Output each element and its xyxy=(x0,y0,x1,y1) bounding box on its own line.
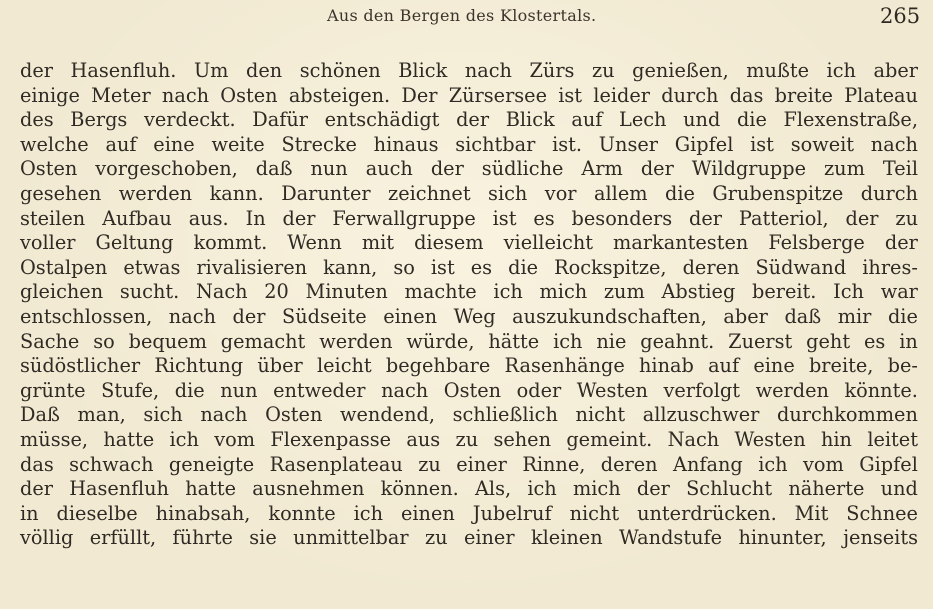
text-line xyxy=(20,256,918,281)
word: nach xyxy=(200,403,248,427)
word: Grubenspitze xyxy=(712,181,844,205)
word: und xyxy=(683,108,721,132)
word: konnte xyxy=(268,501,336,525)
word: Gipfel xyxy=(674,132,734,156)
word: Gipfel xyxy=(859,452,918,476)
word: aus. xyxy=(188,206,229,230)
word: aber xyxy=(873,59,918,82)
word: Strecke xyxy=(281,132,357,156)
word: der xyxy=(20,59,53,82)
text-line xyxy=(20,453,918,478)
word: deren xyxy=(600,452,658,476)
word: hinabsah, xyxy=(155,501,251,525)
word: Als, xyxy=(474,477,512,501)
word: der xyxy=(456,108,490,132)
word: Wildgruppe xyxy=(691,157,807,181)
text-line xyxy=(20,207,918,232)
word: Patteriol, xyxy=(738,206,829,230)
word: der xyxy=(688,206,722,230)
word: zu xyxy=(418,452,441,476)
word: leitet xyxy=(867,427,918,451)
text-line xyxy=(20,182,918,207)
word: sie xyxy=(249,526,277,550)
word: die xyxy=(508,255,539,279)
word: können. xyxy=(380,477,459,501)
word: völlig xyxy=(20,526,74,550)
word: näherte xyxy=(788,477,865,501)
word: hatte xyxy=(185,477,237,501)
word: Schnee xyxy=(846,501,918,525)
text-line xyxy=(20,502,918,527)
word: daß xyxy=(784,304,822,328)
word: entschädigt xyxy=(324,108,440,132)
word: den xyxy=(246,59,283,82)
word: breite, xyxy=(808,354,874,378)
word: jenseits xyxy=(843,526,918,550)
word: die xyxy=(174,378,205,402)
word: kleinen xyxy=(530,526,603,550)
word: gemacht xyxy=(220,329,306,353)
word: Wandstufe xyxy=(619,526,723,550)
word: Daß xyxy=(20,403,60,427)
word: zu xyxy=(591,59,615,82)
word: zum xyxy=(824,157,865,181)
word: nun xyxy=(310,157,348,181)
word: vor xyxy=(544,181,577,205)
word: man, xyxy=(77,403,126,427)
word: der xyxy=(282,206,316,230)
word: nicht xyxy=(575,403,626,427)
word: würde, xyxy=(406,329,475,353)
word: Rasenplateau xyxy=(269,452,403,476)
word: hätte xyxy=(488,329,540,353)
text-line xyxy=(20,305,918,330)
word: Rockspitze, xyxy=(554,255,667,279)
word: durchkommen xyxy=(777,403,918,427)
word: mich xyxy=(572,477,621,501)
word: einen xyxy=(383,304,438,328)
word: einige xyxy=(20,83,80,107)
word: aus xyxy=(406,427,441,451)
word: schwach xyxy=(69,452,154,476)
word: Südseite xyxy=(282,304,367,328)
word: weite xyxy=(211,132,265,156)
word: die xyxy=(664,181,695,205)
word: Arm xyxy=(581,157,623,181)
word: kann. xyxy=(209,181,264,205)
word: allzuschwer xyxy=(642,403,760,427)
word: ist xyxy=(750,132,774,156)
word: dieselbe xyxy=(56,501,138,525)
word: nie xyxy=(596,329,627,353)
word: nach xyxy=(381,378,429,402)
word: hinab xyxy=(639,354,694,378)
word: geneigte xyxy=(168,452,255,476)
word: ich xyxy=(758,452,788,476)
word: geahnt. xyxy=(640,329,715,353)
word: vielleicht xyxy=(503,231,593,255)
word: besonders xyxy=(571,206,673,230)
word: könnte. xyxy=(844,378,918,402)
word: Minuten xyxy=(305,280,388,304)
word: aber xyxy=(723,304,768,328)
word: Geltung xyxy=(95,231,174,255)
text-line xyxy=(20,133,918,158)
word: etwas xyxy=(123,255,181,279)
word: voller xyxy=(20,231,76,255)
word: es xyxy=(533,206,555,230)
word: Sache xyxy=(20,329,80,353)
word: Osten xyxy=(265,403,323,427)
word: südöstlicher xyxy=(20,354,141,378)
word: Nach xyxy=(195,280,248,304)
word: durch xyxy=(860,181,918,205)
word: sichtbar xyxy=(455,132,536,156)
text-line xyxy=(20,330,918,355)
word: einer xyxy=(463,526,515,550)
word: einer xyxy=(456,452,507,476)
word: Zuerst xyxy=(728,329,793,353)
word: Felsberge xyxy=(768,231,865,255)
word: einen xyxy=(400,501,455,525)
word: Blick xyxy=(505,108,555,132)
word: die xyxy=(887,304,918,328)
word: Dafür xyxy=(252,108,308,132)
word: zu xyxy=(455,427,479,451)
word: steilen xyxy=(20,206,86,230)
word: absteigen. xyxy=(288,83,391,107)
word: Zürsersee xyxy=(448,83,548,107)
word: In xyxy=(245,206,266,230)
word: leider xyxy=(593,83,651,107)
word: Jubelruf xyxy=(472,501,552,525)
word: Aufbau xyxy=(102,206,172,230)
word: so xyxy=(393,255,415,279)
word: die xyxy=(736,108,767,132)
word: allem xyxy=(593,181,648,205)
word: Westen xyxy=(576,378,648,402)
word: Lech xyxy=(619,108,667,132)
word: so xyxy=(93,329,115,353)
word: auf xyxy=(571,108,603,132)
body-text xyxy=(20,59,918,551)
word: Nach xyxy=(667,427,720,451)
word: markantesten xyxy=(613,231,749,255)
word: grünte xyxy=(20,378,86,402)
word: bequem xyxy=(128,329,207,353)
word: nun xyxy=(220,378,258,402)
word: hin xyxy=(820,427,852,451)
word: gleichen xyxy=(20,280,104,304)
text-line xyxy=(20,84,918,109)
word: sucht. xyxy=(119,280,180,304)
word: über xyxy=(257,354,303,378)
word: führte xyxy=(172,526,233,550)
word: gesehen xyxy=(20,181,102,205)
word: Stufe, xyxy=(101,378,160,402)
word: sich xyxy=(488,181,528,205)
word: zum xyxy=(603,280,645,304)
text-line xyxy=(20,379,918,404)
word: Rinne, xyxy=(522,452,586,476)
word: Flexenstraße, xyxy=(783,108,918,132)
word: Flexenpasse xyxy=(270,427,392,451)
word: ich xyxy=(493,280,523,304)
word: der xyxy=(232,304,266,328)
word: der xyxy=(884,231,918,255)
word: ist xyxy=(492,206,517,230)
word: mußte xyxy=(746,59,809,82)
word: Blick xyxy=(398,59,448,82)
word: mit xyxy=(361,231,395,255)
running-head-title: Aus den Bergen des Klostertals. xyxy=(327,6,597,25)
word: Schlucht xyxy=(686,477,773,501)
word: Wenn xyxy=(287,231,342,255)
word: unmittelbar xyxy=(293,526,409,550)
word: ich xyxy=(826,59,856,82)
word: verfolgt xyxy=(663,378,741,402)
word: zeichnet xyxy=(388,181,471,205)
word: verdeckt. xyxy=(143,108,236,132)
word: werden xyxy=(319,329,393,353)
word: daß xyxy=(255,157,293,181)
word: entweder xyxy=(273,378,366,402)
word: Richtung xyxy=(154,354,244,378)
word: in xyxy=(899,329,918,353)
word: ich xyxy=(553,329,583,353)
text-line xyxy=(20,526,918,551)
word: Zürs xyxy=(529,59,575,82)
word: kommt. xyxy=(193,231,268,255)
word: Plateau xyxy=(844,83,918,107)
word: schließlich xyxy=(452,403,558,427)
word: vorgeschoben, xyxy=(95,157,238,181)
word: ich xyxy=(353,501,384,525)
word: soweit xyxy=(790,132,855,156)
word: hatte xyxy=(103,427,155,451)
word: Darunter xyxy=(281,181,371,205)
text-line xyxy=(20,108,918,133)
word: schönen xyxy=(299,59,381,82)
word: wendend, xyxy=(340,403,435,427)
word: rivalisieren xyxy=(196,255,308,279)
word: ist. xyxy=(552,132,583,156)
word: auch xyxy=(365,157,413,181)
word: entschlossen, xyxy=(20,304,153,328)
word: Um xyxy=(193,59,229,82)
word: der xyxy=(845,206,879,230)
word: be- xyxy=(887,354,918,378)
word: diesem xyxy=(414,231,484,255)
word: bereit. xyxy=(752,280,817,304)
word: Osten xyxy=(20,157,78,181)
word: nach xyxy=(870,132,918,156)
word: Rasenhänge xyxy=(504,354,625,378)
word: mich xyxy=(539,280,588,304)
text-line xyxy=(20,59,918,84)
word: zu xyxy=(895,206,918,230)
word: Abstieg xyxy=(661,280,736,304)
word: Der xyxy=(401,83,438,107)
word: der xyxy=(636,477,670,501)
word: Unser xyxy=(598,132,658,156)
text-line xyxy=(20,428,918,453)
word: leicht xyxy=(316,354,372,378)
word: Hasenfluh xyxy=(69,477,169,501)
word: müsse, xyxy=(20,427,89,451)
word: mir xyxy=(837,304,872,328)
word: Ostalpen xyxy=(20,255,108,279)
word: Südwand xyxy=(755,255,847,279)
word: werden xyxy=(118,181,193,205)
word: 20 xyxy=(264,280,289,304)
word: eine xyxy=(753,354,795,378)
word: nach xyxy=(161,83,210,107)
word: nicht xyxy=(569,501,620,525)
word: der xyxy=(430,157,464,181)
word: sich xyxy=(143,403,183,427)
word: es xyxy=(864,329,886,353)
word: welche xyxy=(20,132,89,156)
word: das xyxy=(20,452,54,476)
word: Weg xyxy=(453,304,496,328)
text-line xyxy=(20,280,918,305)
word: Mit xyxy=(794,501,829,525)
word: ist xyxy=(430,255,455,279)
word: auszukundschaften, xyxy=(512,304,707,328)
word: ist xyxy=(558,83,583,107)
word: in xyxy=(20,501,39,525)
word: Teil xyxy=(882,157,918,181)
word: kann, xyxy=(323,255,378,279)
text-line xyxy=(20,477,918,502)
word: durch xyxy=(661,83,719,107)
word: deren xyxy=(682,255,740,279)
word: hinunter, xyxy=(738,526,827,550)
word: hinaus xyxy=(373,132,439,156)
word: Hasenfluh. xyxy=(70,59,177,82)
word: gemeint. xyxy=(566,427,653,451)
word: geht xyxy=(806,329,851,353)
word: Ich xyxy=(833,280,864,304)
word: der xyxy=(20,477,53,501)
word: und xyxy=(880,477,918,501)
word: Westen xyxy=(734,427,806,451)
word: zu xyxy=(424,526,448,550)
word: Osten xyxy=(220,83,278,107)
text-line xyxy=(20,403,918,428)
word: Osten xyxy=(443,378,502,402)
word: genießen, xyxy=(632,59,729,82)
word: Ferwallgruppe xyxy=(332,206,476,230)
word: es xyxy=(470,255,493,279)
word: oder xyxy=(516,378,562,402)
word: nach xyxy=(168,304,216,328)
word: südliche xyxy=(481,157,564,181)
word: das xyxy=(729,83,764,107)
text-line xyxy=(20,157,918,182)
word: ihres- xyxy=(862,255,918,279)
word: breite xyxy=(774,83,833,107)
word: vom xyxy=(803,452,844,476)
word: ich xyxy=(527,477,557,501)
word: Anfang xyxy=(673,452,743,476)
word: unterdrücken. xyxy=(637,501,777,525)
word: der xyxy=(640,157,674,181)
word: erfüllt, xyxy=(89,526,157,550)
word: Meter xyxy=(91,83,151,107)
word: nach xyxy=(464,59,512,82)
word: war xyxy=(880,280,918,304)
text-line xyxy=(20,231,918,256)
word: auf xyxy=(105,132,137,156)
word: begehbare xyxy=(385,354,491,378)
word: machte xyxy=(404,280,477,304)
word: werden xyxy=(755,378,829,402)
word: auf xyxy=(708,354,740,378)
word: vom xyxy=(214,427,256,451)
word: des xyxy=(20,108,54,132)
word: sehen xyxy=(493,427,551,451)
word: ich xyxy=(169,427,199,451)
word: ausnehmen xyxy=(252,477,365,501)
word: Bergs xyxy=(70,108,128,132)
page-number: 265 xyxy=(880,4,921,28)
word: eine xyxy=(153,132,195,156)
text-line xyxy=(20,354,918,379)
